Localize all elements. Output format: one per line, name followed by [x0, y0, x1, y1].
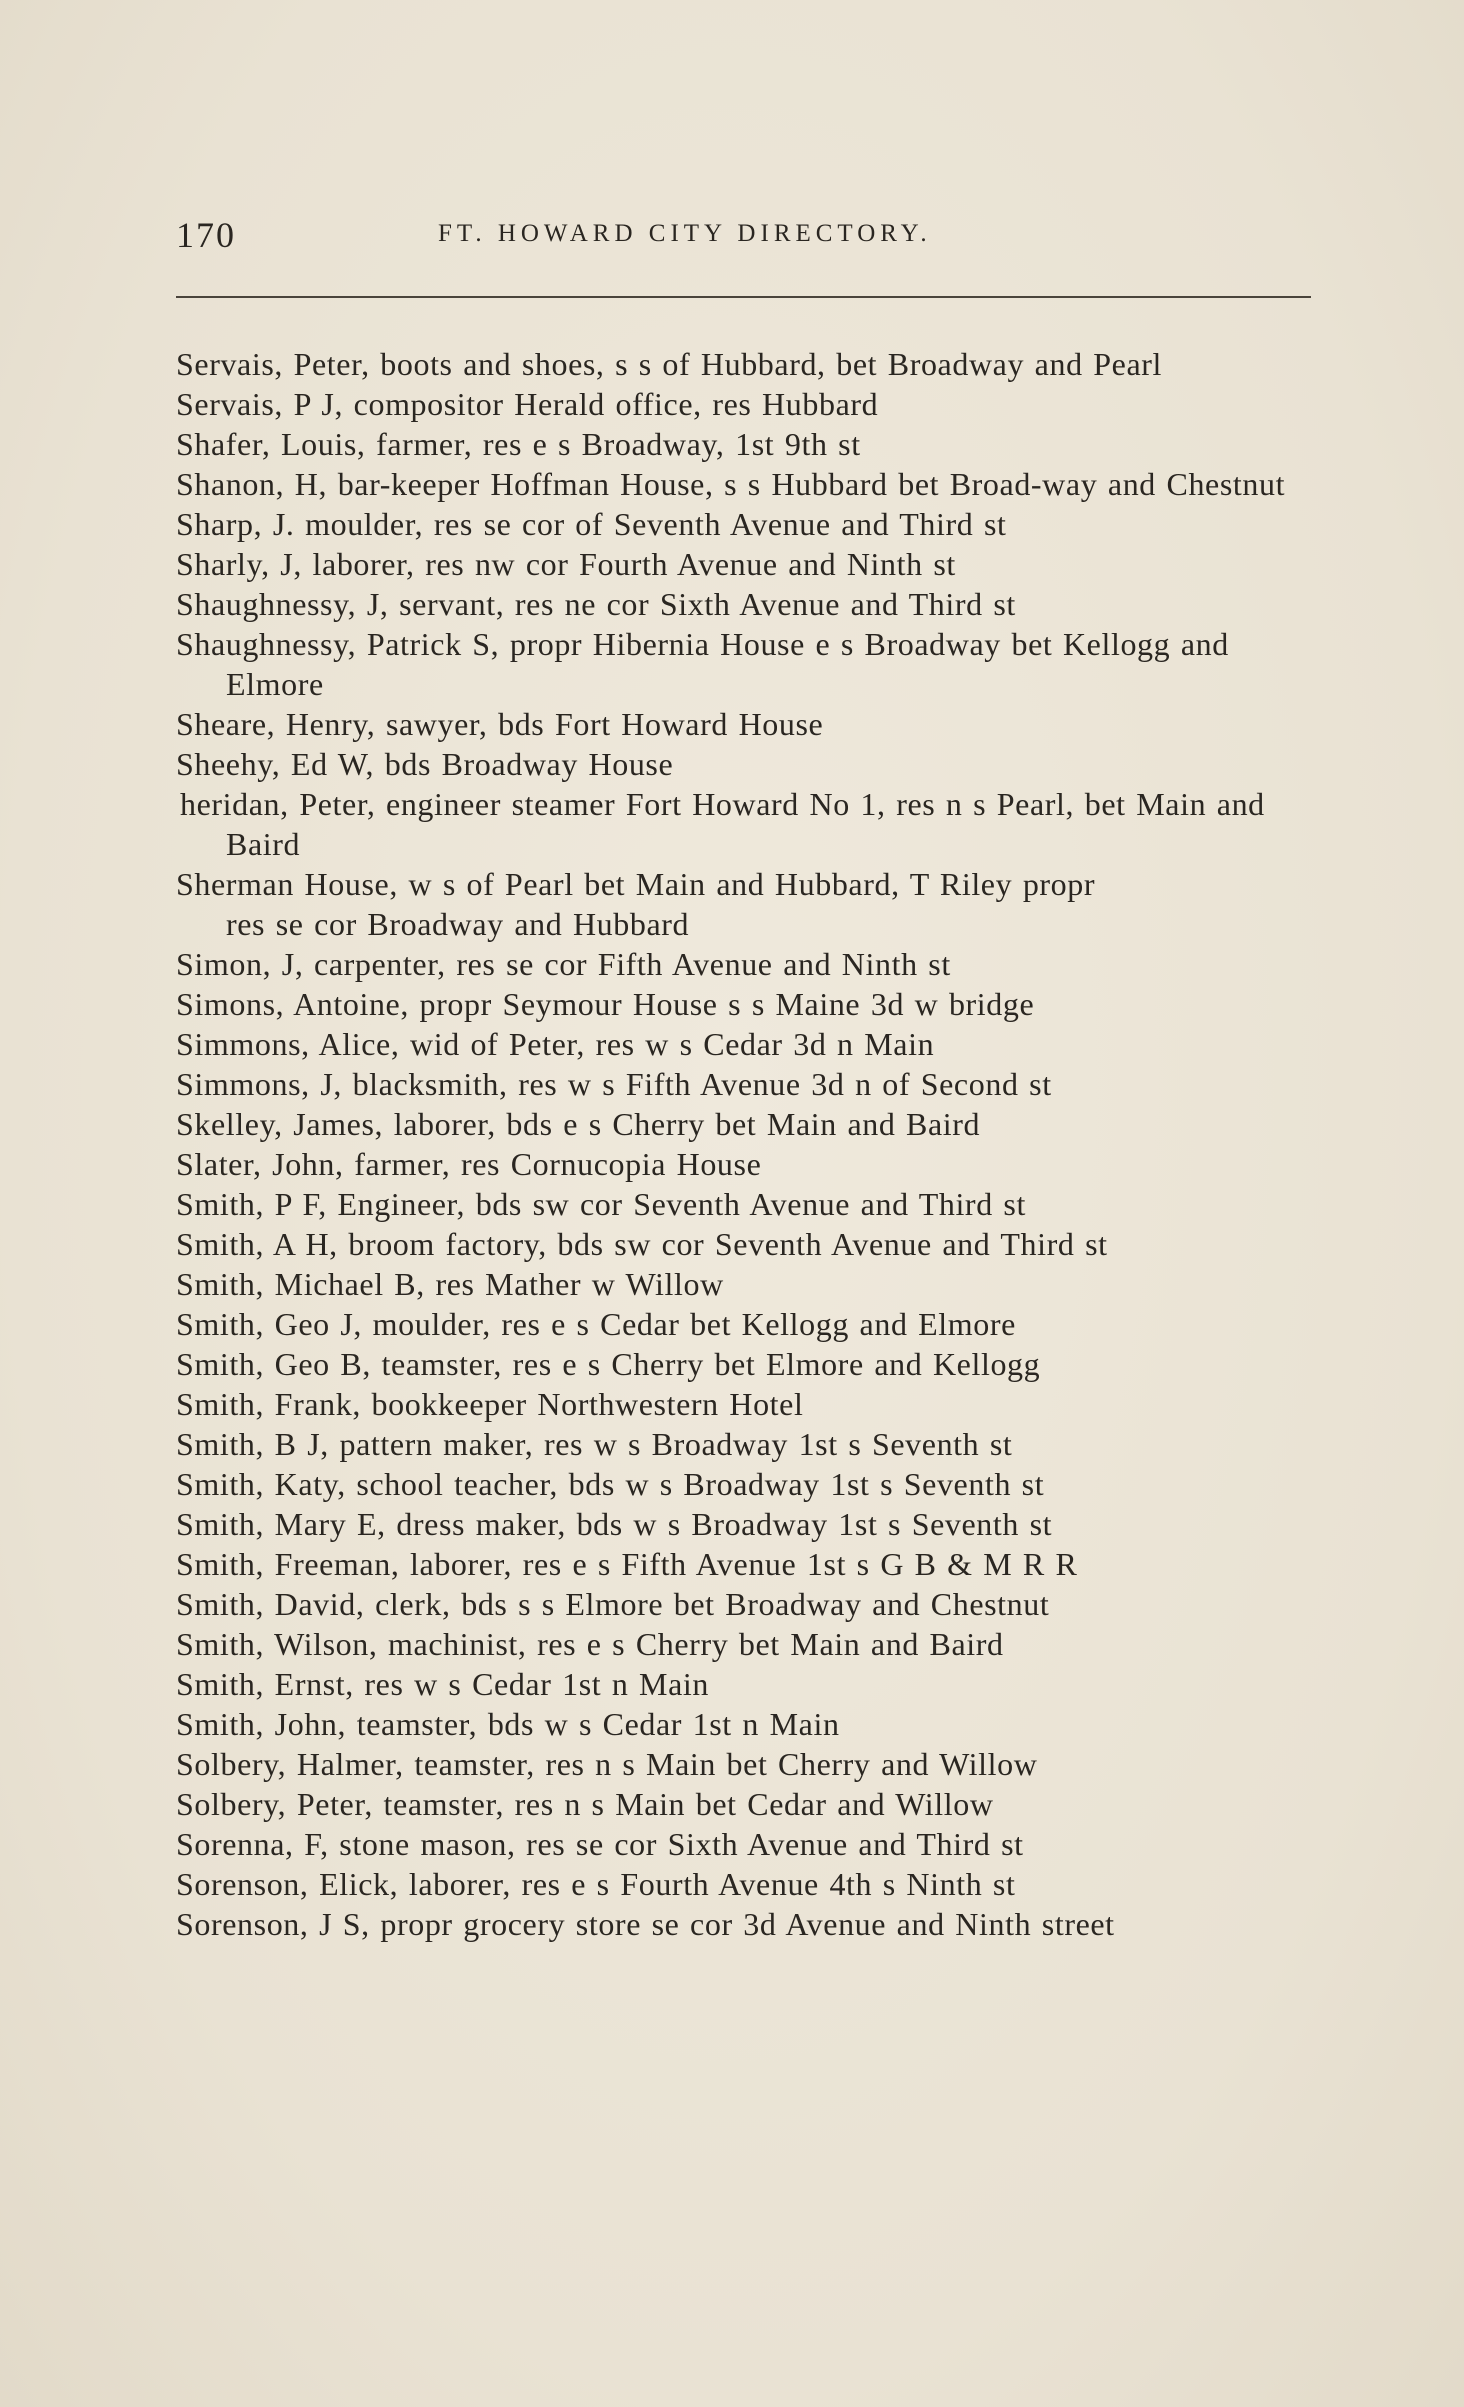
page-header [176, 214, 1316, 258]
directory-entry: Smith, Geo B, teamster, res e s Cherry bet Elmore and Kellogg [176, 1346, 1041, 1382]
directory-entry: Sharp, J. moulder, res se cor of Seventh Avenue and Third st [176, 506, 1007, 542]
directory-entry: Simon, J, carpenter, res se cor Fifth Avenue and Ninth st [176, 946, 951, 982]
directory-entry: Simmons, Alice, wid of Peter, res w s Cedar 3d n Main [176, 1026, 935, 1062]
directory-entry: Sorenna, F, stone mason, res se cor Sixth Avenue and Third st [176, 1826, 1024, 1862]
directory-entry: Smith, Ernst, res w s Cedar 1st n Main [176, 1666, 709, 1702]
directory-entry: Servais, P J, compositor Herald office, res Hubbard [176, 386, 879, 422]
directory-entry: Smith, Katy, school teacher, bds w s Broadway 1st s Seventh st [176, 1466, 1045, 1502]
directory-entry: Smith, David, clerk, bds s s Elmore bet Broadway and Chestnut [176, 1586, 1050, 1622]
directory-entry: Smith, P F, Engineer, bds sw cor Seventh Avenue and Third st [176, 1186, 1026, 1222]
directory-entry: Servais, Peter, boots and shoes, s s of Hubbard, bet Broadway and Pearl [176, 346, 1163, 382]
directory-entry: Sorenson, J S, propr grocery store se cor 3d Avenue and Ninth street [176, 1906, 1115, 1942]
directory-entry: Slater, John, farmer, res Cornucopia House [176, 1146, 762, 1182]
directory-entry: Simmons, J, blacksmith, res w s Fifth Avenue 3d n of Second st [176, 1066, 1052, 1102]
directory-entry: Smith, John, teamster, bds w s Cedar 1st n Main [176, 1706, 840, 1742]
directory-entry: Solbery, Peter, teamster, res n s Main bet Cedar and Willow [176, 1786, 994, 1822]
directory-entry: Skelley, James, laborer, bds e s Cherry bet Main and Baird [176, 1106, 981, 1142]
directory-entry: Simons, Antoine, propr Seymour House s s Maine 3d w bridge [176, 986, 1035, 1022]
directory-entry: Smith, Freeman, laborer, res e s Fifth Avenue 1st s G B & M R R [176, 1546, 1078, 1582]
directory-entry: Smith, Mary E, dress maker, bds w s Broadway 1st s Seventh st [176, 1506, 1053, 1542]
directory-entry: Shaughnessy, Patrick S, propr Hibernia House e s Broadway bet Kellogg and Elmore [176, 626, 1229, 702]
running-title: FT. HOWARD CITY DIRECTORY. [438, 220, 932, 247]
header-rule [176, 296, 1311, 298]
directory-entry: Sheehy, Ed W, bds Broadway House [176, 746, 674, 782]
directory-entry: Smith, Wilson, machinist, res e s Cherry bet Main and Baird [176, 1626, 1004, 1662]
directory-entry: Smith, Frank, bookkeeper Northwestern Hotel [176, 1386, 804, 1422]
directory-entry: Solbery, Halmer, teamster, res n s Main bet Cherry and Willow [176, 1746, 1038, 1782]
directory-entry: Smith, Michael B, res Mather w Willow [176, 1266, 724, 1302]
directory-entry: res se cor Broadway and Hubbard [226, 906, 690, 942]
directory-entry: Sharly, J, laborer, res nw cor Fourth Avenue and Ninth st [176, 546, 956, 582]
directory-entry: Smith, B J, pattern maker, res w s Broadway 1st s Seventh st [176, 1426, 1013, 1462]
directory-entry: heridan, Peter, engineer steamer Fort Howard No 1, res n s Pearl, bet Main and Baird [180, 786, 1265, 862]
directory-entry: Shafer, Louis, farmer, res e s Broadway, 1st 9th st [176, 426, 861, 462]
directory-entry: Shaughnessy, J, servant, res ne cor Sixth Avenue and Third st [176, 586, 1016, 622]
directory-entry: Shanon, H, bar-keeper Hoffman House, s s Hubbard bet Broad-way and Chestnut [176, 466, 1286, 502]
directory-entry: Sherman House, w s of Pearl bet Main and Hubbard, T Riley propr [176, 866, 1096, 902]
directory-entry: Sheare, Henry, sawyer, bds Fort Howard House [176, 706, 824, 742]
directory-entry: Sorenson, Elick, laborer, res e s Fourth Avenue 4th s Ninth st [176, 1866, 1016, 1902]
directory-entry: Smith, A H, broom factory, bds sw cor Seventh Avenue and Third st [176, 1226, 1108, 1262]
directory-entries [176, 344, 1316, 1944]
page-number: 170 [176, 215, 236, 255]
directory-entry: Smith, Geo J, moulder, res e s Cedar bet Kellogg and Elmore [176, 1306, 1016, 1342]
